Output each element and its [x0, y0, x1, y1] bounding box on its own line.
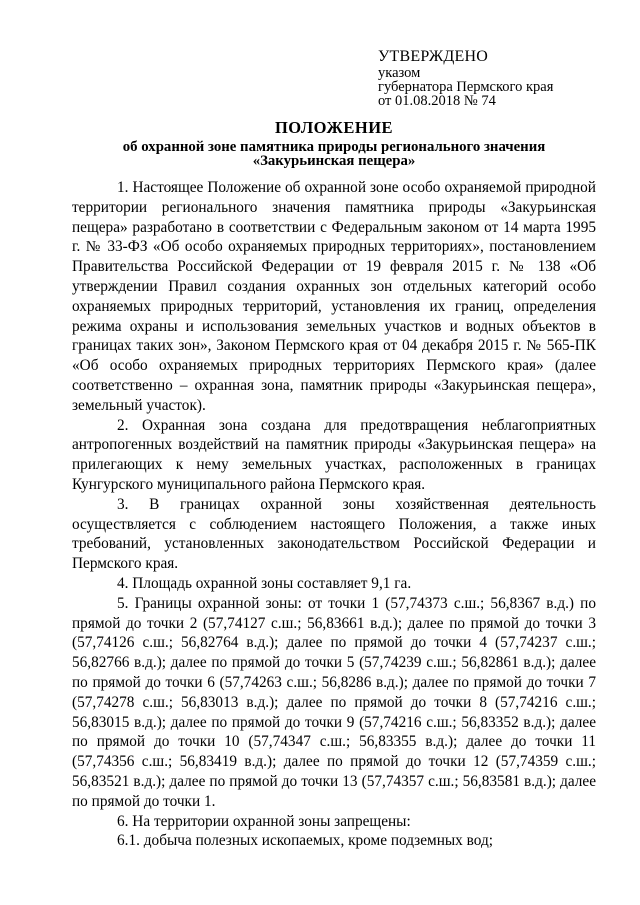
- document-body: [72, 178, 596, 851]
- paragraph-4: 4. Площадь охранной зоны составляет 9,1 га.: [117, 574, 412, 592]
- approval-date-number: от 01.08.2018 № 74: [378, 93, 496, 109]
- document-title: ПОЛОЖЕНИЕ: [274, 118, 394, 137]
- paragraph-5: 5. Границы охранной зоны: от точки 1 (57,74373 с.ш.; 56,8367 в.д.) по прямой до точки 2 (57,74127 с.ш.; 56,83661 в.д.); далее по прямой до точки 3 (57,74126 с.ш.; 56,82764 в.д.); далее по прямой до точки 4 (57,74237 с.ш.; 56,82766 в.д.); далее по прямой до точки 5 (57,74239 с.ш.; 56,82861 в.д.); далее по прямой до точки 6 (57,74263 с.ш.; 56,8286 в.д.); далее по прямой до точки 7 (57,74278 с.ш.; 56,83013 в.д.); далее по прямой до точки 8 (57,74216 с.ш.; 56,83015 в.д.); далее по прямой до точки 9 (57,74216 с.ш.; 56,83352 в.д.); далее по прямой до точки 10 (57,74347 с.ш.; 56,83355 в.д.); далее до точки 11 (57,74356 с.ш.; 56,83419 в.д.); далее по прямой до точки 12 (57,74359 с.ш.; 56,83521 в.д.); далее по прямой до точки 13 (57,74357 с.ш.; 56,83581 в.д.); далее по прямой до точки 1.: [72, 594, 596, 810]
- paragraph-3: 3. В границах охранной зоны хозяйственная деятельность осуществляется с соблюдением настоящего Положения, а также иных требований, установленных законодательством Российской Федерации и Пермского края.: [72, 495, 596, 573]
- subtitle-line-1: об охранной зоне памятника природы регионального значения: [122, 139, 546, 155]
- document-subtitle: [72, 140, 596, 168]
- approval-heading: УТВЕРЖДЕНО: [378, 48, 489, 65]
- approval-authority: губернатора Пермского края: [378, 79, 554, 95]
- paragraph-1: 1. Настоящее Положение об охранной зоне особо охраняемой природной территории регионального значения памятника природы «Закурьинская пещера» разработано в соответствии с Федеральным законом от 14 марта 1995 г. № 33-ФЗ «Об особо охраняемых природных территориях», постановлением Правительства Российской Федерации от 19 февраля 2015 г. № 138 «Об утверждении Правил создания охранных зон отдельных категорий особо охраняемых природных территорий, установления их границ, определения режима охраны и использования земельных участков и водных объектов в границах таких зон», Законом Пермского края от 04 декабря 2015 г. № 565-ПК «Об особо охраняемых природных территориях Пермского края» (далее соответственно – охранная зона, памятник природы «Закурьинская пещера», земельный участок).: [72, 179, 596, 414]
- paragraph-6-1: 6.1. добыча полезных ископаемых, кроме подземных вод;: [117, 832, 493, 850]
- approval-stamp: [378, 50, 553, 108]
- approval-by: указом: [378, 65, 421, 81]
- subtitle-line-2: «Закурьинская пещера»: [252, 153, 416, 169]
- paragraph-6: 6. На территории охранной зоны запрещены:: [117, 812, 411, 830]
- paragraph-2: 2. Охранная зона создана для предотвращения неблагоприятных антропогенных воздействий на памятник природы «Закурьинская пещера» на прилегающих к нему земельных участках, расположенных в границах Кунгурского муниципального района Пермского края.: [72, 416, 596, 493]
